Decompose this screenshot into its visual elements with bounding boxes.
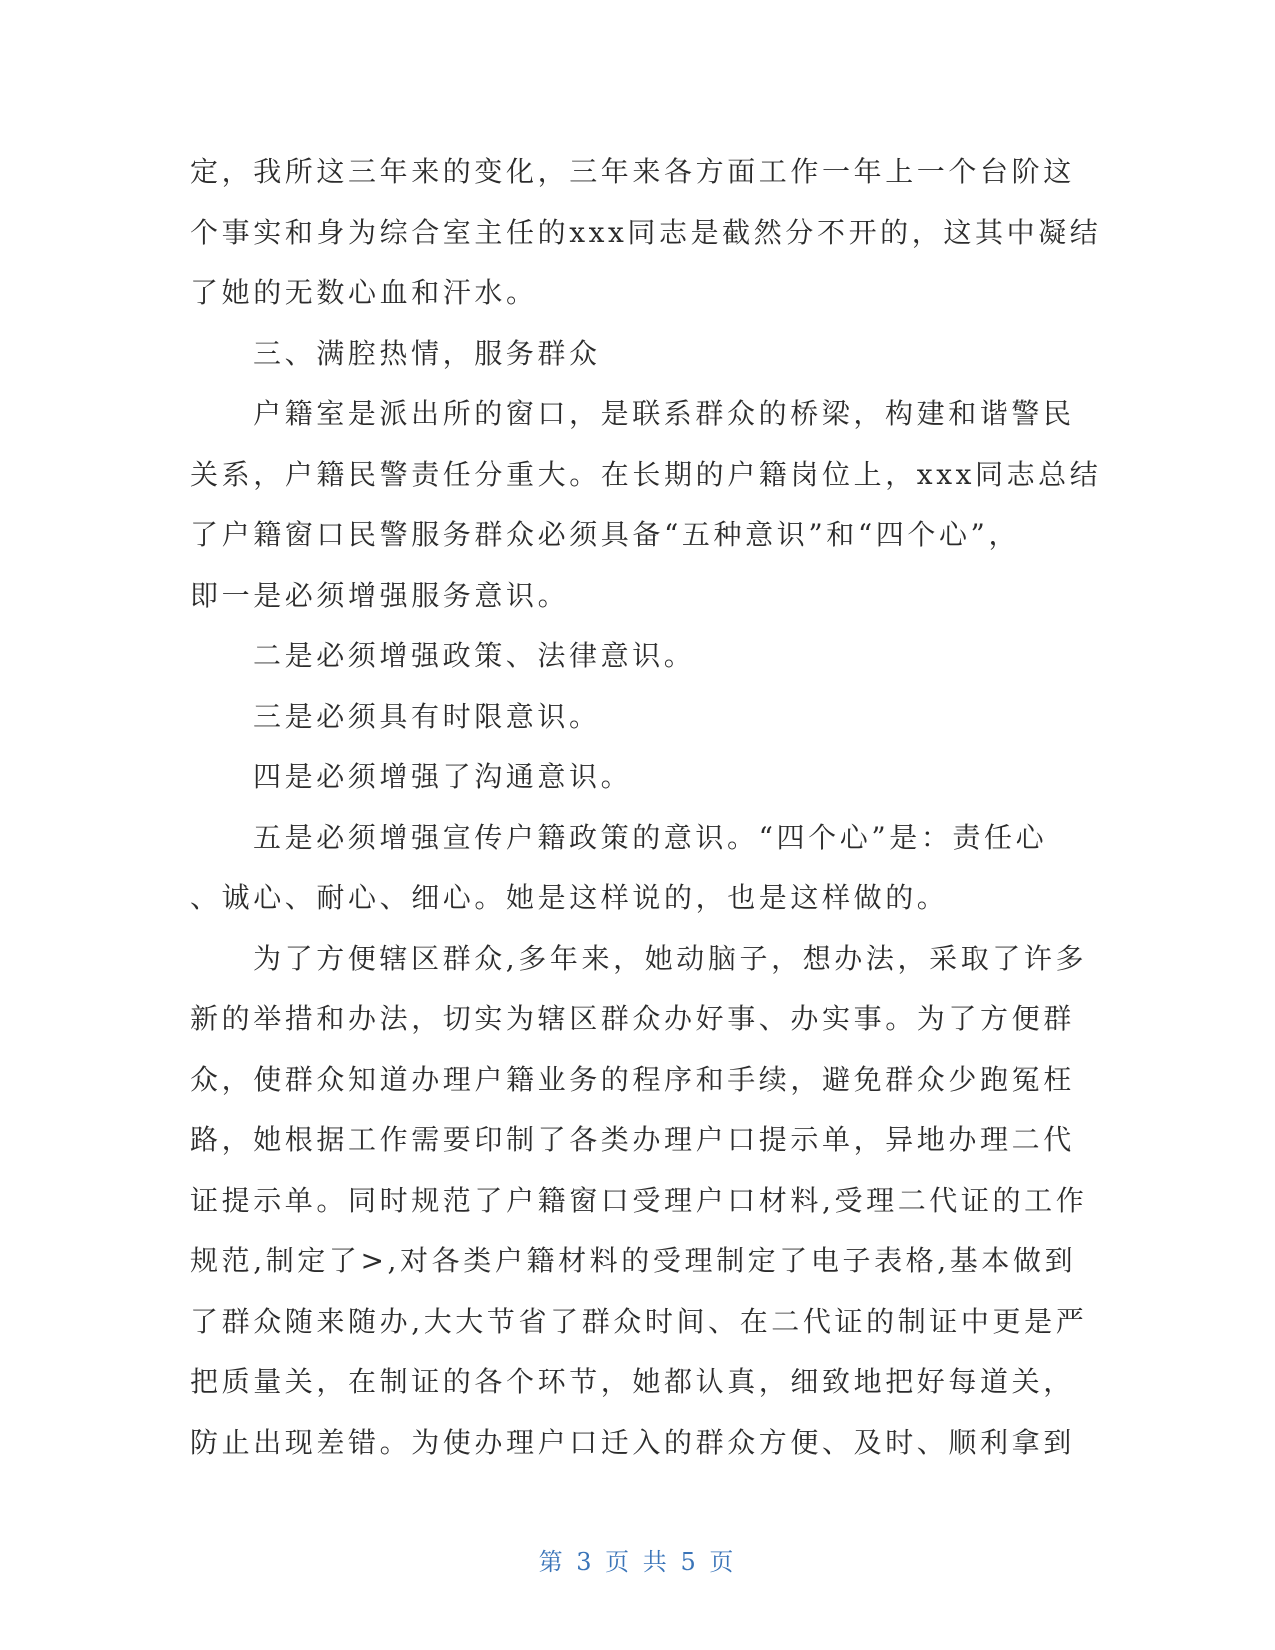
text-line: 关系，户籍民警责任分重大。在长期的户籍岗位上，xxx同志总结 <box>190 457 1102 491</box>
text-line: 新的举措和办法，切实为辖区群众办好事、办实事。为了方便群 <box>190 1002 1075 1035</box>
text-line: 众，使群众知道办理户籍业务的程序和手续，避免群众少跑冤枉 <box>190 1062 1075 1096</box>
text-line: 把质量关，在制证的各个环节，她都认真，细致地把好每道关， <box>190 1365 1075 1398</box>
text-line: 路，她根据工作需要印制了各类办理户口提示单，异地办理二代 <box>190 1123 1075 1156</box>
text-line: 定，我所这三年来的变化，三年来各方面工作一年上一个台阶这 <box>190 155 1075 188</box>
text-line: 二是必须增强政策、法律意识。 <box>253 639 696 672</box>
text-line: 户籍室是派出所的窗口，是联系群众的桥梁，构建和谐警民 <box>253 397 1075 430</box>
text-line: 个事实和身为综合室主任的xxx同志是截然分不开的，这其中凝结 <box>190 215 1102 249</box>
text-line: 了她的无数心血和汗水。 <box>190 276 538 309</box>
text-line: 为了方便辖区群众,多年来，她动脑子，想办法，采取了许多 <box>253 941 1088 975</box>
text-line: 了群众随来随办,大大节省了群众时间、在二代证的制证中更是严 <box>190 1304 1088 1338</box>
text-line: 即一是必须增强服务意识。 <box>190 578 570 612</box>
text-line: 规范,制定了>,对各类户籍材料的受理制定了电子表格,基本做到 <box>190 1244 1077 1277</box>
text-line: 四是必须增强了沟通意识。 <box>253 760 633 793</box>
text-line: 、诚心、耐心、细心。她是这样说的，也是这样做的。 <box>190 881 949 914</box>
text-line: 三是必须具有时限意识。 <box>253 699 601 733</box>
page-number: 第 3 页 共 5 页 <box>538 1548 737 1576</box>
document-body <box>190 142 1102 1473</box>
text-line: 证提示单。同时规范了户籍窗口受理户口材料,受理二代证的工作 <box>190 1183 1088 1217</box>
section-heading: 三、满腔热情，服务群众 <box>253 336 601 370</box>
text-line: 防止出现差错。为使办理户口迁入的群众方便、及时、顺利拿到 <box>190 1425 1075 1459</box>
text-line: 五是必须增强宣传户籍政策的意识。“四个心”是：责任心 <box>253 820 1048 854</box>
text-line: 了户籍窗口民警服务群众必须具备“五种意识”和“四个心”， <box>190 518 1021 551</box>
